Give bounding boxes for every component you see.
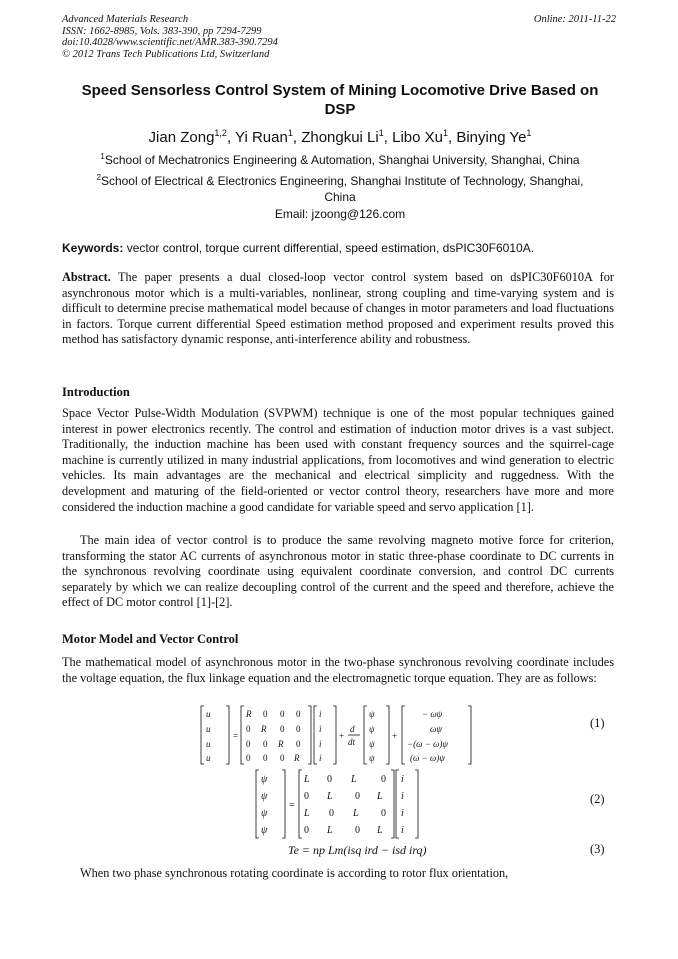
svg-text:u: u: [206, 709, 211, 719]
svg-text:R: R: [246, 709, 252, 719]
svg-text:R: R: [294, 753, 300, 763]
svg-text:0: 0: [246, 753, 251, 763]
svg-text:u: u: [206, 724, 211, 734]
motor-model-paragraph-2: When two phase synchronous rotating coordinate is according to rotor flux orientation,: [80, 866, 509, 880]
svg-text:i: i: [319, 709, 322, 719]
svg-text:i: i: [401, 791, 404, 802]
svg-text:0: 0: [296, 739, 301, 749]
svg-text:0: 0: [355, 825, 360, 836]
svg-text:(ω − ω)ψ: (ω − ω)ψ: [410, 753, 445, 763]
journal-header: [62, 14, 616, 60]
issn-line: ISSN: 1662-8985, Vols. 383-390, pp 7294-7299: [62, 25, 262, 37]
svg-text:0: 0: [280, 709, 285, 719]
svg-text:0: 0: [327, 774, 332, 785]
section-heading-introduction: Introduction: [62, 385, 130, 399]
svg-text:L: L: [353, 808, 359, 819]
equation-3-text: Te = np Lm(isq ird − isd irq): [288, 843, 427, 857]
svg-text:L: L: [327, 791, 333, 802]
keywords-text: vector control, torque current differential, speed estimation, dsPIC30F6010A.: [126, 241, 535, 255]
motor-model-paragraph: The mathematical model of asynchronous motor in the two-phase synchronous revolving coordinate includes the voltage equation, the flux linkage equation and the electromagnetic torque equation. They are as follows:: [62, 655, 614, 685]
copyright-line: © 2012 Trans Tech Publications Ltd, Switzerland: [62, 48, 270, 60]
affil-sup: 2: [96, 173, 101, 182]
svg-text:− ωψ: − ωψ: [422, 709, 443, 719]
doi-line: doi:10.4028/www.scientific.net/AMR.383-390.7294: [62, 37, 278, 48]
equation-1-number: (1): [590, 716, 605, 730]
svg-text:0: 0: [296, 709, 301, 719]
svg-text:−(ω − ω)ψ: −(ω − ω)ψ: [407, 739, 448, 749]
svg-text:0: 0: [263, 753, 268, 763]
online-date: Online: 2011-11-22: [533, 14, 616, 25]
svg-text:+: +: [392, 731, 398, 741]
author-affil-sup: 1: [526, 128, 532, 138]
svg-text:i: i: [401, 825, 404, 836]
svg-text:0: 0: [304, 825, 309, 836]
svg-text:i: i: [401, 774, 404, 785]
author: Zhongkui Li: [301, 129, 379, 146]
svg-text:L: L: [304, 808, 310, 819]
svg-text:ψ: ψ: [369, 709, 375, 719]
svg-text:u: u: [206, 739, 211, 749]
author-list: Jian Zong$^{1,2}$, Yi Ruan$^1$, Zhongkui Li$^1$, Libo Xu$^1$, Binying Ye$^1$: [148, 128, 532, 146]
svg-text:ψ: ψ: [261, 825, 268, 836]
equation-3-number: (3): [590, 842, 605, 856]
paper-title: Speed Sensorless Control System of Mining Locomotive Drive Based on DSP: [81, 82, 599, 118]
author: Jian Zong: [148, 129, 215, 146]
intro-paragraph-1: Space Vector Pulse-Width Modulation (SVPWM) technique is one of the most popular techniques gained interest in power electronics recently. The control and estimation of induction motor drives is a vast subject. Traditionally, the induction machine has been used with constant frequency sources and the squirrel-cage machine is currently utilized in many industrial applications, from locomotives and wind generation to electric vehicles. Its main advantages are the mechanical and electrical simplicity and ruggedness. With the development and maturing of the field-oriented or vector control theory, researchers have more and more considered the induction machine a good candidate for variable speed and servo application [1].: [62, 406, 614, 514]
equation-1-graphic: [200, 704, 560, 766]
affil-text: School of Electrical & Electronics Engineering, Shanghai Institute of Technology, Shanghai, China: [100, 174, 584, 204]
author: Libo Xu: [392, 129, 443, 146]
affil-sup: 1: [100, 152, 105, 161]
svg-text:ψ: ψ: [369, 753, 375, 763]
svg-text:L: L: [351, 774, 357, 785]
affiliation-2: [80, 170, 600, 205]
author: Yi Ruan: [235, 129, 288, 146]
svg-text:0: 0: [246, 739, 251, 749]
author-affil-sup: 1,2: [214, 128, 227, 138]
svg-text:L: L: [377, 825, 383, 836]
section-heading-motor-model: Motor Model and Vector Control: [62, 632, 239, 646]
abstract-text: The paper presents a dual closed-loop vector control system based on dsPIC30F6010A for asynchronous motor which is a multi-variables, nonlinear, strong coupling and time-varying system and is difficult to determine precise mathematical model because of changes in motor parameters and load fluctuations in factors. Torque current differential Speed estimation method proposed and experiment results proved this method has satisfactory dynamic response, anti-interference ability and robustness.: [62, 270, 614, 347]
svg-text:0: 0: [280, 724, 285, 734]
keywords: [62, 241, 616, 255]
svg-text:0: 0: [381, 774, 386, 785]
svg-text:ψ: ψ: [261, 774, 268, 785]
svg-text:0: 0: [246, 724, 251, 734]
abstract-label: Abstract.: [62, 270, 111, 284]
affiliation-1: [80, 149, 600, 169]
svg-text:0: 0: [263, 739, 268, 749]
keywords-label: Keywords:: [62, 241, 124, 255]
svg-text:=: =: [289, 800, 295, 811]
svg-text:ωψ: ωψ: [430, 724, 442, 734]
svg-text:0: 0: [329, 808, 334, 819]
equation-2-number: (2): [590, 792, 605, 806]
svg-text:u: u: [206, 753, 211, 763]
journal-name: Advanced Materials Research: [62, 14, 189, 25]
svg-text:ψ: ψ: [369, 724, 375, 734]
intro-paragraph-2: The main idea of vector control is to produce the same revolving magneto motive force for criterion, transforming the stator AC currents of asynchronous motor in static three-phase coordinate to DC currents in the synchronous revolving coordinate using equivalent coordinate conversion, and control DC currents separately by which we can realize decoupling control of the current and the speed and therefore, achieve the effect of DC motor control [1]-[2].: [62, 533, 614, 610]
equation-2-graphic: [255, 768, 425, 840]
svg-text:ψ: ψ: [369, 739, 375, 749]
svg-text:ψ: ψ: [261, 808, 268, 819]
svg-text:ψ: ψ: [261, 791, 268, 802]
svg-text:d: d: [350, 724, 355, 734]
author-affil-sup: 1: [287, 128, 293, 138]
svg-text:0: 0: [296, 724, 301, 734]
svg-text:0: 0: [304, 791, 309, 802]
svg-text:0: 0: [263, 709, 268, 719]
svg-text:L: L: [304, 774, 310, 785]
svg-text:L: L: [327, 825, 333, 836]
svg-text:i: i: [319, 753, 322, 763]
svg-text:0: 0: [355, 791, 360, 802]
svg-text:R: R: [278, 739, 284, 749]
svg-text:0: 0: [381, 808, 386, 819]
svg-text:dt: dt: [348, 737, 356, 747]
abstract: [62, 270, 614, 348]
svg-text:i: i: [401, 808, 404, 819]
contact-email: Email: jzoong@126.com: [274, 207, 406, 221]
svg-text:=: =: [233, 731, 239, 741]
svg-text:i: i: [319, 739, 322, 749]
svg-text:+: +: [339, 731, 345, 741]
author-affil-sup: 1: [442, 128, 448, 138]
author-affil-sup: 1: [378, 128, 384, 138]
svg-text:i: i: [319, 724, 322, 734]
author: Binying Ye: [456, 129, 527, 146]
svg-text:0: 0: [280, 753, 285, 763]
svg-text:R: R: [261, 724, 267, 734]
affil-text: School of Mechatronics Engineering & Automation, Shanghai University, Shanghai, China: [104, 153, 580, 167]
svg-text:L: L: [377, 791, 383, 802]
